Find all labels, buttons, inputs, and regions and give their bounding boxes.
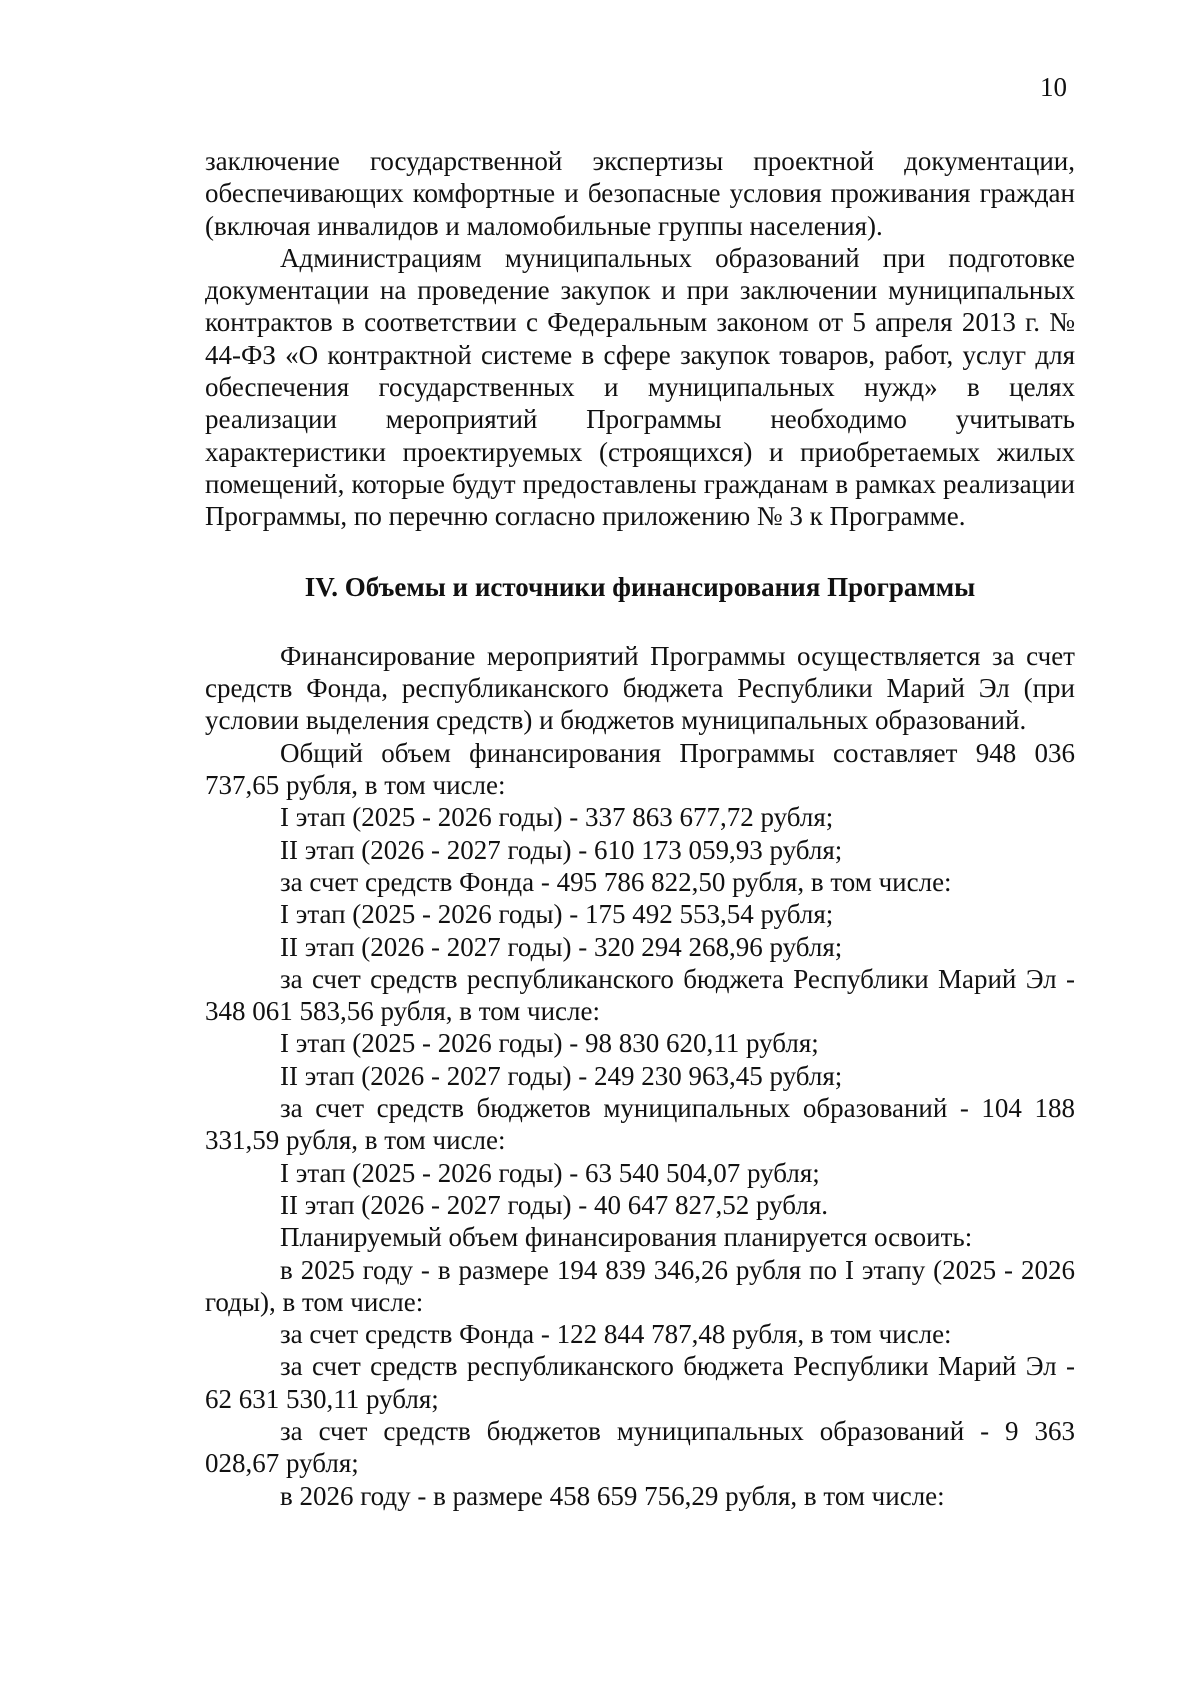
paragraph: заключение государственной экспертизы проектной документации, обеспечивающих комфортные и безопасные условия проживания граждан (включая инвалидов и маломобильные группы населения). (205, 146, 1075, 241)
paragraph: за счет средств республиканского бюджета Республики Марий Эл - 62 631 530,11 рубля; (205, 1351, 1075, 1414)
list-item: II этап (2026 - 2027 годы) - 610 173 059,93 рубля; (280, 834, 843, 865)
paragraph: Финансирование мероприятий Программы осуществляется за счет средств Фонда, республиканского бюджета Республики Марий Эл (при условии выделения средств) и бюджетов муниципальных образований. (205, 640, 1075, 736)
list-item: за счет средств Фонда - 122 844 787,48 рубля, в том числе: (280, 1319, 952, 1350)
list-item: I этап (2025 - 2026 годы) - 337 863 677,72 рубля; (280, 802, 834, 833)
list-item: II этап (2026 - 2027 годы) - 249 230 963,45 рубля; (280, 1060, 843, 1091)
list-item: I этап (2025 - 2026 годы) - 175 492 553,54 рубля; (280, 899, 834, 930)
paragraph: Администрациям муниципальных образований при подготовке документации на проведение закупок и при заключении муниципальных контрактов в соответствии с Федеральным законом от 5 апреля 2013 г. № 44-ФЗ «О контрактной системе в сфере закупок товаров, работ, услуг для обеспечения государственных и муниципальных нужд» в целях реализации мероприятий Программы необходимо учитывать характеристики проектируемых (строящихся) и приобретаемых жилых помещений, которые будут предоставлены гражданам в рамках реализации Программы, по перечню согласно приложению № 3 к Программе. (205, 242, 1075, 532)
list-item: за счет средств Фонда - 495 786 822,50 рубля, в том числе: (280, 866, 952, 897)
list-item: I этап (2025 - 2026 годы) - 63 540 504,07 рубля; (280, 1157, 820, 1188)
paragraph: за счет средств республиканского бюджета Республики Марий Эл - 348 061 583,56 рубля, в том числе: (205, 963, 1075, 1027)
paragraph: за счет средств бюджетов муниципальных образований - 104 188 331,59 рубля, в том числе: (205, 1093, 1075, 1156)
list-item: II этап (2026 - 2027 годы) - 320 294 268,96 рубля; (280, 931, 843, 962)
list-item: в 2026 году - в размере 458 659 756,29 рубля, в том числе: (280, 1480, 945, 1511)
list-item: II этап (2026 - 2027 годы) - 40 647 827,52 рубля. (280, 1189, 828, 1220)
paragraph: за счет средств бюджетов муниципальных образований - 9 363 028,67 рубля; (205, 1415, 1075, 1479)
document-body (205, 145, 1075, 1512)
paragraph: Общий объем финансирования Программы составляет 948 036 737,65 рубля, в том числе: (205, 737, 1075, 801)
list-item: Планируемый объем финансирования планируется освоить: (280, 1222, 973, 1253)
page-number: 10 (1040, 72, 1067, 102)
list-item: I этап (2025 - 2026 годы) - 98 830 620,11 рубля; (280, 1028, 819, 1059)
paragraph: в 2025 году - в размере 194 839 346,26 рубля по I этапу (2025 - 2026 годы), в том числе: (205, 1254, 1075, 1317)
section-heading: IV. Объемы и источники финансирования Программы (304, 571, 976, 602)
